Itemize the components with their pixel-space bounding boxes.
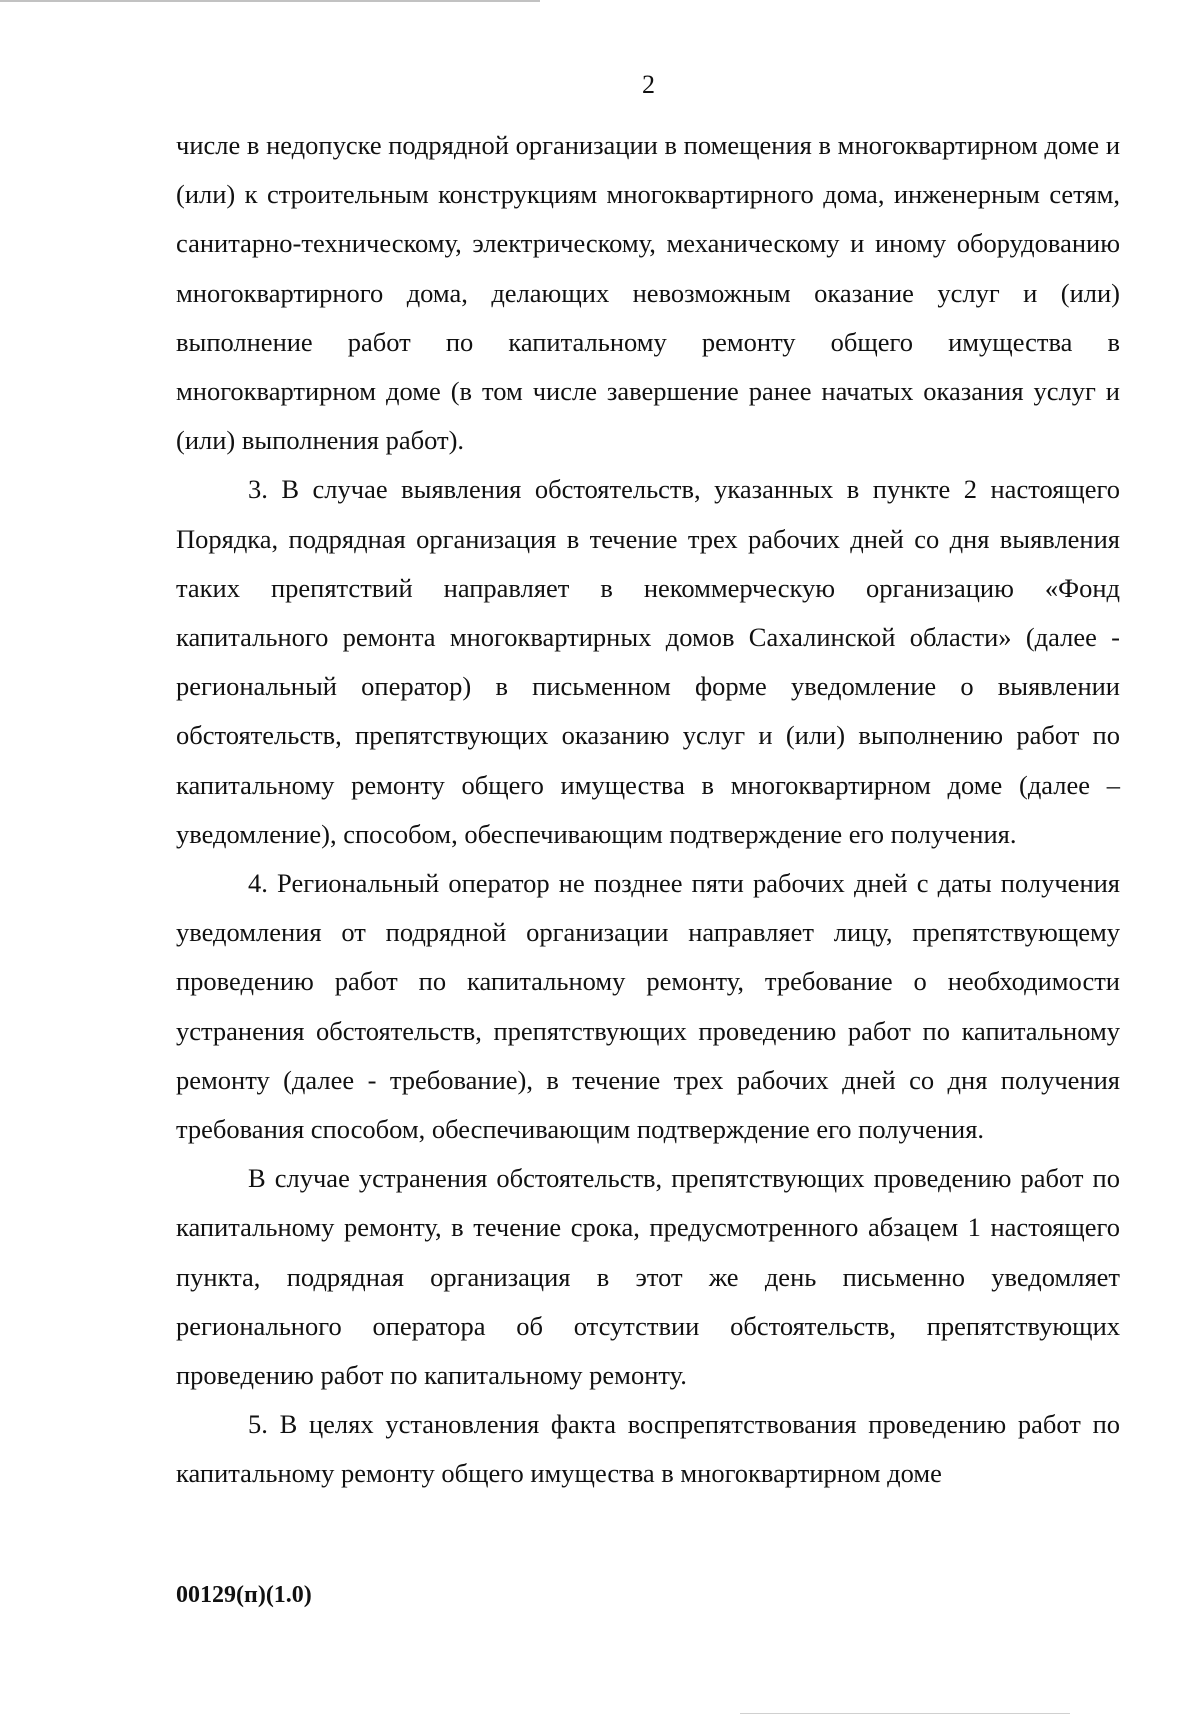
scan-edge-line-top xyxy=(0,0,540,2)
scan-edge-line-bottom xyxy=(740,1713,1070,1714)
paragraph-item-3: 3. В случае выявления обстоятельств, указанных в пункте 2 настоящего Порядка, подрядная организация в течение трех рабочих дней со дня выявления таких препятствий направляет в некоммерческую организацию «Фонд капитального ремонта многоквартирных домов Сахалинской области» (далее - региональный оператор) в письменном форме уведомление о выявлении обстоятельств, препятствующих оказанию услуг и (или) выполнению работ по капитальному ремонту общего имущества в многоквартирном доме (далее – уведомление), способом, обеспечивающим подтверждение его получения. xyxy=(176,474,1120,849)
page-number: 2 xyxy=(642,70,655,99)
document-code: 00129(п)(1.0) xyxy=(176,1582,312,1608)
document-body xyxy=(176,121,1120,1499)
paragraph-item-4-second: В случае устранения обстоятельств, препятствующих проведению работ по капитальному ремонту, в течение срока, предусмотренного абзацем 1 настоящего пункта, подрядная организация в этот же день письменно уведомляет регионального оператора об отсутствии обстоятельств, препятствующих проведению работ по капитальному ремонту. xyxy=(176,1163,1120,1391)
paragraph-item-5: 5. В целях установления факта воспрепятствования проведению работ по капитальному ремонту общего имущества в многоквартирном доме xyxy=(176,1409,1120,1489)
paragraph-continuation: числе в недопуске подрядной организации в помещения в многоквартирном доме и (или) к строительным конструкциям многоквартирного дома, инженерным сетям, санитарно-техническому, электрическому, механическому и иному оборудованию многоквартирного дома, делающих невозможным оказание услуг и (или) выполнение работ по капитальному ремонту общего имущества в многоквартирном доме (в том числе завершение ранее начатых оказания услуг и (или) выполнения работ). xyxy=(176,130,1120,456)
paragraph-item-4: 4. Региональный оператор не позднее пяти рабочих дней с даты получения уведомления от подрядной организации направляет лицу, препятствующему проведению работ по капитальному ремонту, требование о необходимости устранения обстоятельств, препятствующих проведению работ по капитальному ремонту (далее - требование), в течение трех рабочих дней со дня получения требования способом, обеспечивающим подтверждение его получения. xyxy=(176,868,1120,1145)
